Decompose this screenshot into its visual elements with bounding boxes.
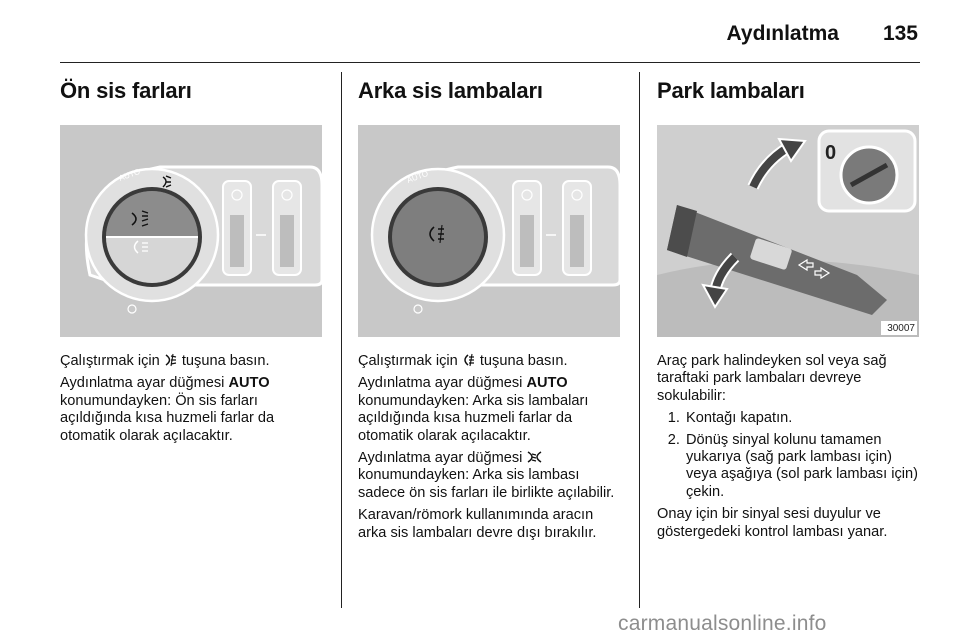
para-rear-fog-4: Karavan/römork kullanımında aracın arka sis lambaları devre dışı bırakılır. — [358, 507, 597, 541]
figure-rear-fog-switch — [358, 125, 620, 337]
para-rear-fog-1: Çalıştırmak için tuşuna basın. — [358, 353, 568, 369]
ignition-position-label: 0 — [825, 142, 837, 164]
figure-turn-signal-lever — [657, 125, 919, 337]
column-parking-lights — [657, 72, 923, 546]
front-fog-icon — [164, 353, 178, 367]
column-front-fog — [60, 72, 326, 450]
heading-rear-fog: Arka sis lambaları — [358, 78, 543, 103]
figure-number: 30007 — [887, 323, 915, 334]
rear-fog-icon — [462, 353, 476, 367]
page-header — [0, 22, 918, 46]
para-front-fog-2: Aydınlatma ayar düğmesi AUTO konumundayken: Ön sis farları açıldığında kısa huzmeli farlar da otomatik olarak açılacaktır. — [60, 375, 275, 444]
column-divider-1 — [341, 72, 342, 608]
para-parking-1: Araç park halindeyken sol veya sağ taraftaki park lambaları devreye sokulabilir: — [657, 353, 887, 404]
column-rear-fog — [358, 72, 624, 547]
para-rear-fog-3: Aydınlatma ayar düğmesi konumundayken: Arka sis lambası sadece ön sis farları ile birlikte açılabilir. — [358, 450, 615, 501]
ring-label-auto: AUTO — [117, 166, 142, 183]
heading-front-fog: Ön sis farları — [60, 78, 192, 103]
section-title: Aydınlatma — [726, 22, 839, 45]
page-number: 135 — [882, 22, 918, 45]
figure-front-fog-switch — [60, 125, 322, 337]
step-item: 2. Dönüş sinyal kolunu tamamen yukarıya (sağ park lambası için) veya aşağıya (sol park lambası için) çekin. — [684, 432, 923, 502]
text-front-fog — [60, 353, 326, 445]
text-rear-fog — [358, 353, 624, 542]
steps-list — [657, 410, 923, 501]
step-item: 1. Kontağı kapatın. — [684, 410, 923, 427]
para-front-fog-1: Çalıştırmak için tuşuna basın. — [60, 353, 270, 369]
heading-parking-lights: Park lambaları — [657, 78, 805, 103]
para-parking-2: Onay için bir sinyal sesi duyulur ve göstergedeki kontrol lambası yanar. — [657, 506, 888, 540]
ignition-inset — [819, 131, 915, 211]
header-rule — [60, 62, 920, 63]
column-divider-2 — [639, 72, 640, 608]
watermark: carmanualsonline.info — [618, 612, 827, 635]
text-parking-lights — [657, 353, 923, 541]
low-beam-icon — [526, 450, 542, 464]
para-rear-fog-2: Aydınlatma ayar düğmesi AUTO konumundayken: Arka sis lambaları açıldığında kısa huzmeli farlar da otomatik olarak açılacaktır. — [358, 375, 589, 444]
ring-label-auto: AUTO — [405, 168, 430, 185]
